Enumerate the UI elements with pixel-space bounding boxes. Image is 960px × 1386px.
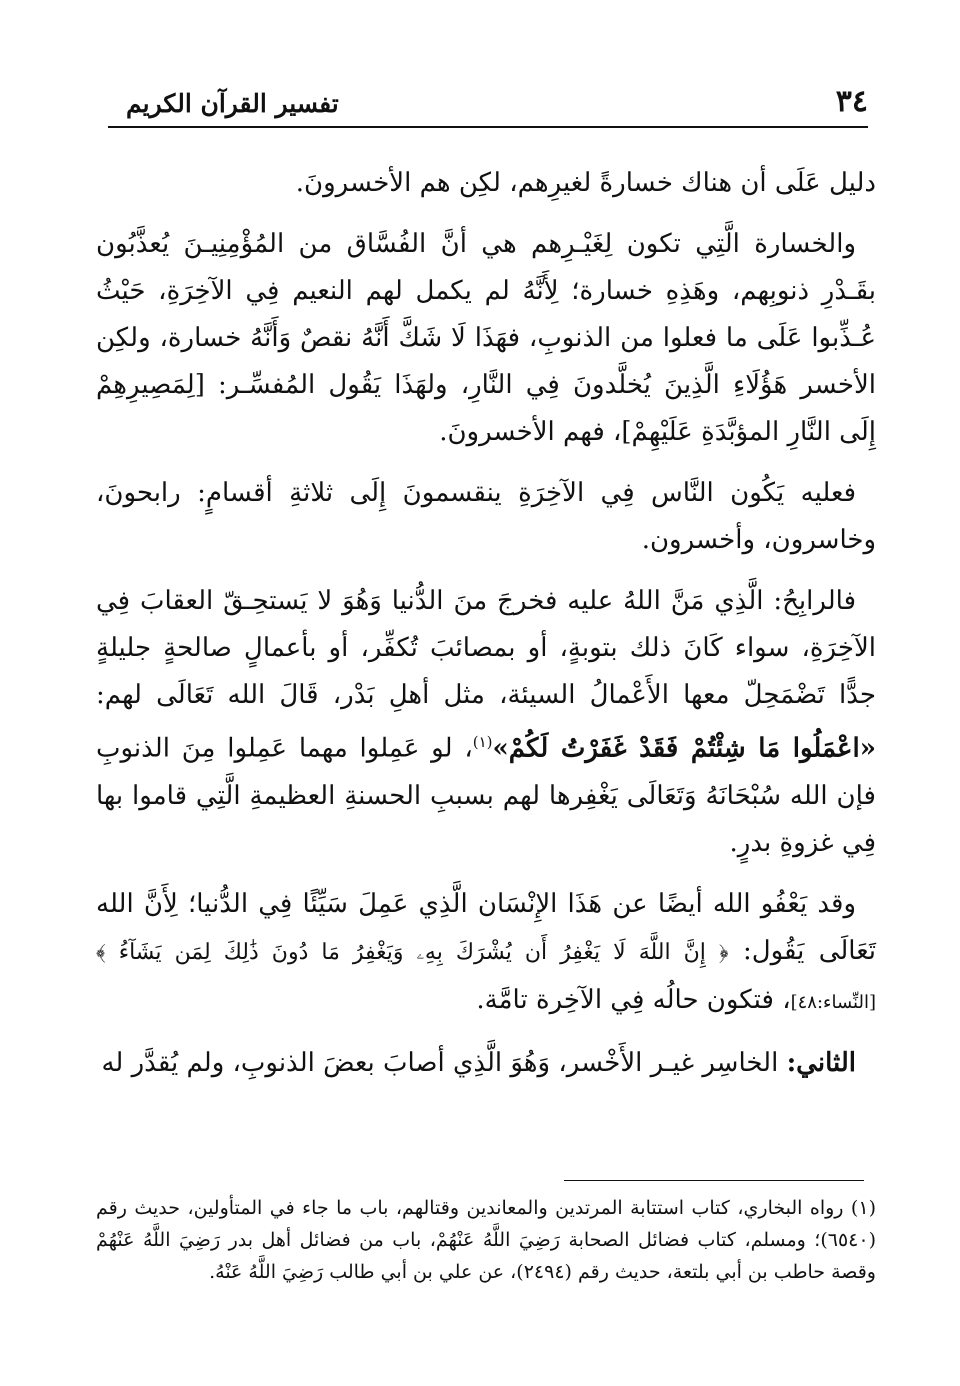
footnote-marker: (١) — [472, 733, 493, 751]
paragraph-5-lead: وقد يَعْفُو الله أيضًا عن هَذَا الإِنْسَان الَّذِي عَمِلَ سَيِّئًا فِي الدُّنيا؛ لِأَنَّ الله تَعَالَى يَقُول: — [96, 888, 876, 966]
footnote-1: (١) رواه البخاري، كتاب استتابة المرتدين والمعاندين وقتالهم، باب ما جاء في المتأولين، حديث رقم (٦٥٤٠)؛ ومسلم، كتاب فضائل الصحابة رَضِيَ اللَّهُ عَنْهُمْ، باب من فضائل أهل بدر رَضِيَ اللَّهُ عَنْهُمْ وقصة حاطب بن أبي بلتعة، حديث رقم (٢٤٩٤)، عن علي بن أبي طالب رَضِيَ اللَّهُ عَنْهُ. — [96, 1197, 876, 1283]
page-header — [108, 84, 868, 128]
paragraph-3: فعليه يَكُون النَّاس فِي الآخِرَةِ ينقسمونَ إِلَى ثلاثةِ أقسامٍ: رابحونَ، وخاسرون، وأخسرون. — [96, 478, 876, 555]
paragraph-4-rest: ، لو عَمِلوا مهما عَمِلوا مِنَ الذنوبِ فإن الله سُبْحَانَهُ وَتَعَالَى يَغْفِرها لهم بسببِ الحسنةِ العظيمةِ الَّتِي قاموا بها فِي غزوةِ بدرٍ. — [96, 733, 876, 858]
footnote-rule — [564, 1180, 864, 1181]
page-number: ٣٤ — [835, 84, 868, 119]
paragraph-6 — [96, 1040, 876, 1087]
quran-verse: ﴿ إِنَّ اللَّهَ لَا يَغْفِرُ أَن يُشْرَكَ بِهِۦ وَيَغْفِرُ مَا دُونَ ذَٰلِكَ لِمَن يَشَآءُ ﴾ — [96, 939, 729, 965]
paragraph-4-lead: فالرابِحُ: الَّذِي مَنَّ اللهُ عليه فخرجَ منَ الدُّنيا وَهُوَ لا يَستحِـقّ العقابَ فِي الآخِرَةِ، سواء كَانَ ذلك بتوبةٍ، أو بمصائبَ تُكفِّر، أو بأعمالٍ صالحةٍ جليلةٍ جدًّا تَضْمَحِلّ معها الأَعْمالُ السيئة، مثل أهلِ بَدْر، قَالَ الله تَعَالَى لهم: — [96, 586, 876, 710]
header-rule — [108, 126, 868, 128]
paragraph-6-rest: الخاسِر غيـر الأَخْسر، وَهُوَ الَّذِي أصابَ بعضَ الذنوبِ، ولم يُقدَّر له — [101, 1047, 787, 1078]
paragraph-5 — [96, 881, 876, 1026]
main-text — [96, 160, 876, 1087]
running-title: تفسير القرآن الكريم — [126, 89, 339, 118]
verse-reference: [النِّساء:٤٨] — [790, 991, 876, 1013]
paragraph-2: والخسارة الَّتِي تكون لِغَيْـرِهم هي أنَّ الفُسَّاق من المُؤْمِنِيـنَ يُعذَّبُون بقَـدْرِ ذنوبِهم، وهَذِهِ خسارة؛ لِأَنَّهُ لم يكمل لهم النعيم فِي الآخِرَةِ، حَيْثُ عُـذِّبوا عَلَى ما فعلوا من الذنوبِ، فهَذَا لَا شَكَّ أَنَّهُ نقصٌ وَأَنَّهُ خسارة، ولكِن الأخسر هَؤُلَاءِ الَّذِينَ يُخلَّدونَ فِي النَّارِ، ولهَذَا يَقُول المُفسِّـر: [لِمَصِيرِهِمْ إِلَى النَّارِ المؤبَّدَةِ عَلَيْهِمْ]، فهم الأخسرونَ. — [96, 229, 876, 447]
footnotes — [96, 1192, 876, 1288]
paragraph-6-lead: الثاني: — [786, 1047, 856, 1078]
paragraph-4 — [96, 578, 876, 867]
paragraph-5-rest: ، فتكون حالُه فِي الآخِرة تامَّة. — [476, 984, 791, 1015]
hadith-quote: «اعْمَلُوا مَا شِئْتُمْ فَقَدْ غَفَرْتُ لَكُمْ» — [492, 733, 877, 764]
paragraph-1: دليل عَلَى أن هناك خسارةً لغيرِهم، لكِن هم الأخسرونَ. — [295, 168, 876, 198]
